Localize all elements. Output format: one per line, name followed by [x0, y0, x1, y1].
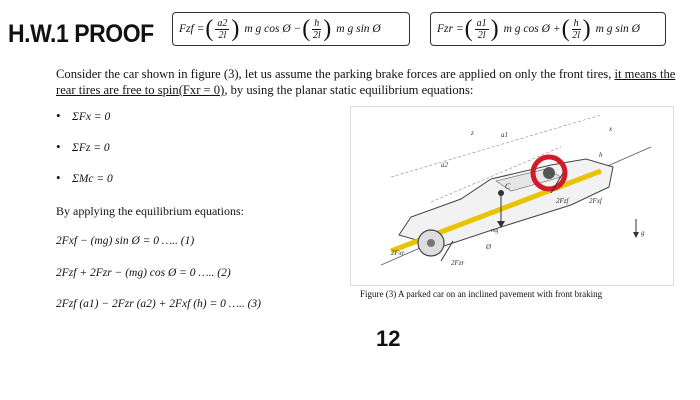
- page-number: 12: [376, 326, 401, 351]
- eq1-fraction-h: [312, 18, 321, 41]
- front-normal-force-equation: [172, 12, 410, 46]
- paren-open: (: [205, 16, 214, 42]
- equation-3: 2Fzf (a1) − 2Fzr (a2) + 2Fxf (h) = 0 ….. (3): [56, 298, 262, 310]
- label-phi: Ø: [486, 243, 492, 251]
- label-fxf: 2Fxf: [589, 197, 602, 205]
- fraction-numerator: h: [314, 17, 320, 29]
- car-incline-figure: [350, 106, 674, 286]
- paren-open: (: [561, 16, 570, 42]
- paren-close: ): [582, 16, 591, 42]
- label-a2: a2: [441, 161, 448, 169]
- paragraph-text: Consider the car shown in figure (3), let us assume the parking brake forces are applied on only the front tires,: [56, 67, 615, 81]
- label-x: x: [609, 125, 613, 133]
- paren-open: (: [302, 16, 311, 42]
- front-hub: [543, 167, 555, 179]
- fraction-denominator: 2l: [572, 29, 580, 41]
- bullet-text: ΣFz = 0: [72, 142, 110, 154]
- problem-description: [56, 66, 676, 98]
- bullet-dot-icon: •: [56, 170, 61, 185]
- bullet-item: [56, 170, 113, 186]
- fraction-numerator: h: [573, 17, 579, 29]
- eq1-term1: m g cos Ø −: [244, 23, 302, 35]
- label-fxr: 2Fxr: [391, 249, 405, 257]
- eq2-term1: m g cos Ø +: [503, 23, 561, 35]
- label-cg: C: [505, 182, 511, 191]
- equation-1: 2Fxf − (mg) sin Ø = 0 ….. (1): [56, 235, 195, 247]
- car-diagram-illustration: [351, 107, 673, 285]
- bullet-text: ΣFx = 0: [72, 111, 111, 123]
- paragraph-underlined-text: it means the rear tires are free to spin(Fxr = 0): [56, 67, 676, 97]
- rear-normal-force-equation: [430, 12, 666, 46]
- paren-close: ): [323, 16, 332, 42]
- gravity-arrowhead: [633, 232, 639, 238]
- equilibrium-label: By applying the equilibrium equations:: [56, 204, 244, 218]
- fraction-numerator: a2: [217, 17, 228, 29]
- eq1-fraction-a2: [215, 18, 229, 41]
- eq2-term2: m g sin Ø: [595, 23, 640, 35]
- bullet-dot-icon: •: [56, 108, 61, 123]
- label-h: h: [599, 151, 603, 159]
- bullet-item: [56, 139, 110, 155]
- paren-close: ): [231, 16, 240, 42]
- bullet-text: ΣMc = 0: [72, 173, 113, 185]
- equation-2: 2Fzf + 2Fzr − (mg) cos Ø = 0 ….. (2): [56, 267, 231, 279]
- paren-close: ): [490, 16, 499, 42]
- fraction-denominator: 2l: [312, 29, 321, 41]
- bullet-dot-icon: •: [56, 139, 61, 154]
- eq2-lhs: Fzr =: [437, 23, 464, 35]
- fraction-denominator: 2l: [477, 29, 486, 41]
- label-mg: mg: [491, 228, 499, 234]
- cg-marker: [498, 190, 504, 196]
- label-fzf: 2Fzf: [556, 197, 569, 205]
- fraction-denominator: 2l: [218, 29, 227, 41]
- bullet-item: [56, 108, 110, 124]
- label-z: z: [471, 129, 474, 137]
- figure-caption: Figure (3) A parked car on an inclined pavement with front braking: [360, 289, 603, 299]
- fraction-numerator: a1: [476, 17, 487, 29]
- label-fzr: 2Fzr: [451, 259, 465, 267]
- rear-hub: [427, 239, 435, 247]
- eq1-lhs: Fzf =: [179, 23, 205, 35]
- eq1-term2: m g sin Ø: [336, 23, 381, 35]
- page-title: H.W.1 PROOF: [8, 20, 154, 48]
- label-a1: a1: [501, 131, 508, 139]
- paragraph-text-end: , by using the planar static equilibrium equations:: [224, 83, 474, 97]
- eq2-fraction-a1: [475, 18, 489, 41]
- label-g: g: [641, 229, 645, 237]
- paren-open: (: [464, 16, 473, 42]
- eq2-fraction-h: [572, 18, 581, 41]
